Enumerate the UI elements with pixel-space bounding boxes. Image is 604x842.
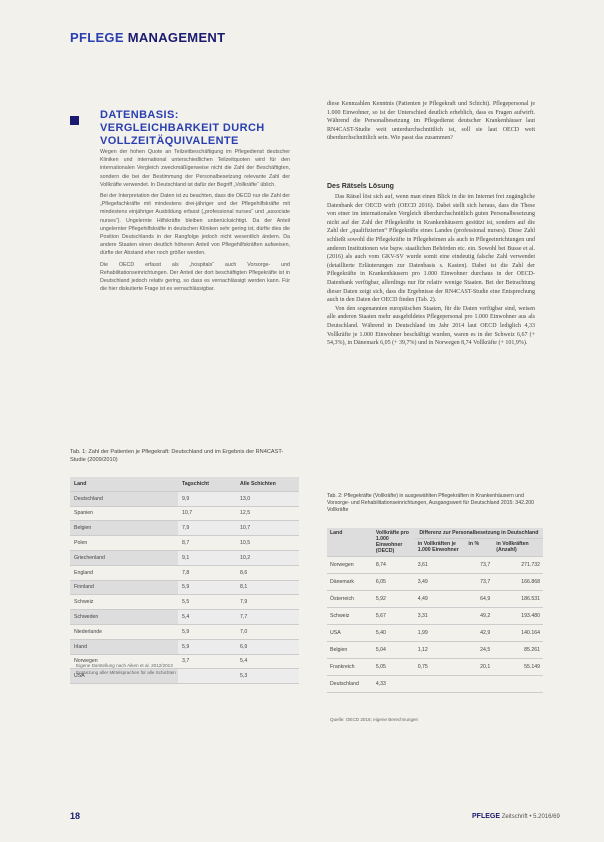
- table2-cell: 3,49: [415, 574, 466, 591]
- right-intro: diese Kennzahlen Kenntnis (Patienten je Pflegekraft und Schicht). Pflegepersonal je 1.000 Einwohner, so ist der Unterschied deutlich erheblich, dass es Fragen aufwirft. Während die Personalbesetzung im Pflegedienst deutscher Krankenhäuser laut RN4CAST-Studie weit unterdurchschnittlich ist, soll sie laut OECD weit überdurchschnittlich sein. Wie passt das zusammen?: [327, 101, 535, 142]
- table2-cell: 6,05: [373, 574, 415, 591]
- table1-cell: 13,0: [236, 491, 299, 506]
- table1-header-cell: Alle Schichten: [236, 477, 299, 491]
- table1-cell: 5,9: [178, 639, 236, 654]
- table2-header-cell: Vollkräfte pro 1.000 Einwohner (OECD): [373, 528, 415, 557]
- table2-cell: Norwegen: [327, 557, 373, 574]
- table2-cell: [465, 676, 493, 693]
- table2-cell: 55.149: [493, 659, 543, 676]
- table2-cell: 4,33: [373, 676, 415, 693]
- table2-cell: 4,49: [415, 591, 466, 608]
- table1-cell: Deutschland: [70, 491, 178, 506]
- left-column: [100, 148, 290, 293]
- table-row: [327, 557, 543, 574]
- table1-cell: 5,4: [178, 610, 236, 625]
- table2-header-cell: in Vollkräften (Anzahl): [493, 539, 543, 557]
- left-paragraph: Bei der Interpretation der Daten ist zu beachten, dass die OECD nur die Zahl der „Pflegefachkräfte mit mindestens drei-jähriger und der Pflegehilfskräfte mit mindestens einjähriger Ausbildung erfasst („professional nurses“ und „associate nurses“). Ungelernte Hilfskräfte bleiben unberücksichtigt. Da der Anteil ungelernter Pflegehilfskräfte in deutschen Kliniken sehr gering ist, dürfte dies die Position Deutschlands in der Rangfolge jedoch nicht wesentlich ändern. Da andere Staaten einen deutlich höheren Anteil von Pflegehilfskräften aufweisen, dürfte der Abstand eher noch größer werden.: [100, 193, 290, 257]
- table1-cell: 7,9: [236, 595, 299, 610]
- table1-cell: England: [70, 565, 178, 580]
- left-paragraph: Wegen der hohen Quote an Teilzeitbeschäftigung im Pflegedienst deutscher Kliniken und international unterschiedlichen Teilzeitquoten wird für den internationalen Vergleich zweckmäßigerweise nicht die Zahl der Beschäftigten, sondern die bei der Bestimmung der Personalbesetzung relevante Zahl der Vollkräfte verwendet. In Deutschland ist dafür der Begriff „Vollkräfte“ üblich.: [100, 149, 290, 188]
- table2-cell: Frankreich: [327, 659, 373, 676]
- table1-cell: 7,9: [178, 521, 236, 536]
- table-row: [70, 491, 299, 506]
- table-row: [70, 595, 299, 610]
- right-intro-box: [327, 100, 535, 190]
- table-row: [327, 659, 543, 676]
- table-row: [70, 536, 299, 551]
- table1-cell: 12,5: [236, 506, 299, 521]
- table2-cell: 73,7: [465, 557, 493, 574]
- table-row: [327, 574, 543, 591]
- table2-cell: 1,99: [415, 625, 466, 642]
- table2-header-cell: in %: [465, 539, 493, 557]
- table1-cell: 6,9: [236, 639, 299, 654]
- footer-issue: Zeitschrift • 5.2016/69: [501, 814, 560, 820]
- table2-caption: Tab. 2: Pflegekräfte (Vollkräfte) in ausgewählten Pflegekräften in Krankenhäusern und Vorsorge- und Rehabilitationseinrichtungen, Ausgangswert für Deutschland 2015: 342.200 Vollkräfte: [327, 493, 535, 513]
- table1-cell: 8,6: [236, 565, 299, 580]
- table1-cell: 9,9: [178, 491, 236, 506]
- table1-cell: 10,2: [236, 550, 299, 565]
- table1-cell: 9,1: [178, 550, 236, 565]
- table-row: [327, 676, 543, 693]
- table1-note: Eigene Darstellung nach Aiken et al. 2012/2013: [76, 663, 173, 668]
- table-row: [327, 642, 543, 659]
- table1-cell: 7,7: [236, 610, 299, 625]
- table1-cell: [178, 669, 236, 684]
- table1-cell: Schweiz: [70, 595, 178, 610]
- table-row: [70, 624, 299, 639]
- table2-cell: 3,31: [415, 608, 466, 625]
- table-row: [327, 608, 543, 625]
- table2-note: Quelle: OECD 2016; eigene Berechnungen: [330, 717, 419, 722]
- table-row: [327, 591, 543, 608]
- table2-cell: Deutschland: [327, 676, 373, 693]
- page-header: [70, 30, 225, 45]
- table1-cell: 10,5: [236, 536, 299, 551]
- table2-cell: 64,9: [465, 591, 493, 608]
- table2-cell: Dänemark: [327, 574, 373, 591]
- table-row: [70, 506, 299, 521]
- left-paragraph: Die OECD erfasst als „hospitals“ auch Vorsorge- und Rehabilitationseinrichtungen. Der Anteil der dort beschäftigten Pflegekräfte ist in Deutschland jedoch relativ gering, so dass es vernachlässigt werden kann. Für die hier diskutierte Frage ist es vernachlässigbar.: [100, 261, 290, 293]
- table-row: [70, 580, 299, 595]
- table2-header-row: [327, 528, 543, 539]
- table1-cell: Finnland: [70, 580, 178, 595]
- table2: [327, 528, 543, 693]
- right-body: [327, 193, 535, 483]
- table1-cell: 7,8: [178, 565, 236, 580]
- section-square-icon: [70, 116, 79, 125]
- table2-cell: USA: [327, 625, 373, 642]
- table1-header-row: [70, 477, 299, 491]
- table2-cell: 20,1: [465, 659, 493, 676]
- table2-cell: [493, 676, 543, 693]
- right-body-paragraph: Das Rätsel löst sich auf, wenn man einen Blick in die im Internet frei zugängliche Datenbank der OECD wirft (OECD 2016). Dabei stellt sich heraus, dass die These von einer im internationalen Vergleich überdurchschnittlich guten Personalbesetzung nicht auf der Zahl der Pflegekräfte in Krankenhäusern gestützt ist, sondern auf die Zahl der „qualifizierten“ Pflegekräfte eines Landes (professional nurses). Diese Zahl schließt sowohl die Pflegekräfte in Pflegeheimen als auch in Pflegeeinrichtungen und anderen Institutionen wie bspw. staatlichen Behörden etc. ein. Sowohl bei Busse et al. (2016) als auch vom GKV-SV wurde somit eine eindeutig falsche Zahl verwendet (detaillierte Erläuterungen zur Datenbasis s. Kasten). Dabei ist die Zahl der Pflegekräfte in Krankenhäusern pro 1.000 Einwohner durchaus in der OECD-Datenbank verfügbar, allerdings nur für relativ wenige Staaten. Bei der Betrachtung dieser Daten zeigt sich, dass die Ergebnisse der RN4CAST-Studie eine Entsprechung auch in den Daten der OECD finden (Tab. 2).: [327, 194, 535, 304]
- table2-cell: 5,05: [373, 659, 415, 676]
- table1-caption: Tab. 1: Zahl der Patienten je Pflegekraft: Deutschland und im Ergebnis der RN4CAST-Studie (2009/2010): [70, 449, 284, 463]
- table2-header-cell: Differenz zur Personalbesetzung in Deutschland: [415, 528, 543, 539]
- table1-cell: 3,7: [178, 654, 236, 669]
- table1-cell: 5,9: [178, 624, 236, 639]
- table1-cell: 5,5: [178, 595, 236, 610]
- table1-cell: 5,9: [178, 580, 236, 595]
- table1-notes: [76, 663, 176, 676]
- table2-cell: Belgien: [327, 642, 373, 659]
- table1-cell: Griechenland: [70, 550, 178, 565]
- table-row: [70, 550, 299, 565]
- table1-header-cell: Tagschicht: [178, 477, 236, 491]
- table1-cell: Schweden: [70, 610, 178, 625]
- table1-cell: Spanien: [70, 506, 178, 521]
- table2-cell: 5,40: [373, 625, 415, 642]
- table2-cell: 166.868: [493, 574, 543, 591]
- table2-cell: 5,67: [373, 608, 415, 625]
- table1-cell: 7,0: [236, 624, 299, 639]
- table-row: [70, 565, 299, 580]
- table1-cell: 8,1: [236, 580, 299, 595]
- footer-brand: [472, 813, 560, 820]
- table1-cell: Irland: [70, 639, 178, 654]
- footer-brand-name: PFLEGE: [472, 813, 501, 820]
- right-body-paragraph: Von den sogenannten europäischen Staaten, für die Daten verfügbar sind, weisen alle anderen Staaten mehr ausgebildetes Pflegepersonal pro 1.000 Einwohner aus als Deutschland. Während in Deutschland im Jahr 2014 laut OECD lediglich 4,33 Vollkräfte je 1.000 Einwohner beschäftigt wurden, waren es in der Schweiz 6,67 (+ 54,3%), in Dänemark 6,05 (+ 39,7%) und in Norwegen 8,74 Vollkräfte (+ 101,9%).: [327, 305, 535, 347]
- table-row: [327, 625, 543, 642]
- table-row: [70, 639, 299, 654]
- table1-cell: USA: [70, 669, 178, 684]
- table2-cell: 271.732: [493, 557, 543, 574]
- table-row: [70, 521, 299, 536]
- table2-cell: 24,5: [465, 642, 493, 659]
- table2-cell: 193.480: [493, 608, 543, 625]
- table-row: [70, 610, 299, 625]
- table2-cell: 140.164: [493, 625, 543, 642]
- table2-header-cell: in Vollkräften je 1.000 Einwohner: [415, 539, 466, 557]
- table1-cell: Niederlande: [70, 624, 178, 639]
- table2-cell: 5,92: [373, 591, 415, 608]
- table1-cell: Belgien: [70, 521, 178, 536]
- table1-cell: 5,3: [236, 669, 299, 684]
- table2-cell: 186.531: [493, 591, 543, 608]
- table2-header-cell: Land: [327, 528, 373, 557]
- table1-cell: 5,4: [236, 654, 299, 669]
- table1-header-cell: Land: [70, 477, 178, 491]
- table1-cell: Norwegen: [70, 654, 178, 669]
- table2-cell: 3,61: [415, 557, 466, 574]
- section-title: DATENBASIS: VERGLEICHBARKEIT DURCH VOLLZEITÄQUIVALENTE: [100, 109, 265, 147]
- table2-cell: [415, 676, 466, 693]
- header-accent: PFLEGE: [70, 30, 124, 45]
- table2-cell: Österreich: [327, 591, 373, 608]
- table2-cell: 49,2: [465, 608, 493, 625]
- table2-cell: 85.261: [493, 642, 543, 659]
- subheading: Des Rätsels Lösung: [327, 183, 394, 190]
- table1-cell: 10,7: [178, 506, 236, 521]
- table2-cell: 42,9: [465, 625, 493, 642]
- table2-cell: 0,75: [415, 659, 466, 676]
- page-number: 18: [70, 811, 81, 821]
- table2-cell: Schweiz: [327, 608, 373, 625]
- table2-cell: 73,7: [465, 574, 493, 591]
- table1: [70, 477, 299, 684]
- table2-cell: 8,74: [373, 557, 415, 574]
- table2-cell: 5,04: [373, 642, 415, 659]
- table1-cell: Polen: [70, 536, 178, 551]
- table2-cell: 1,12: [415, 642, 466, 659]
- table1-cell: 8,7: [178, 536, 236, 551]
- table1-cell: 10,7: [236, 521, 299, 536]
- table1-note: Ergänzung aller Mittelsprachen für alle Schichten: [76, 669, 176, 675]
- header-rest: MANAGEMENT: [127, 30, 226, 45]
